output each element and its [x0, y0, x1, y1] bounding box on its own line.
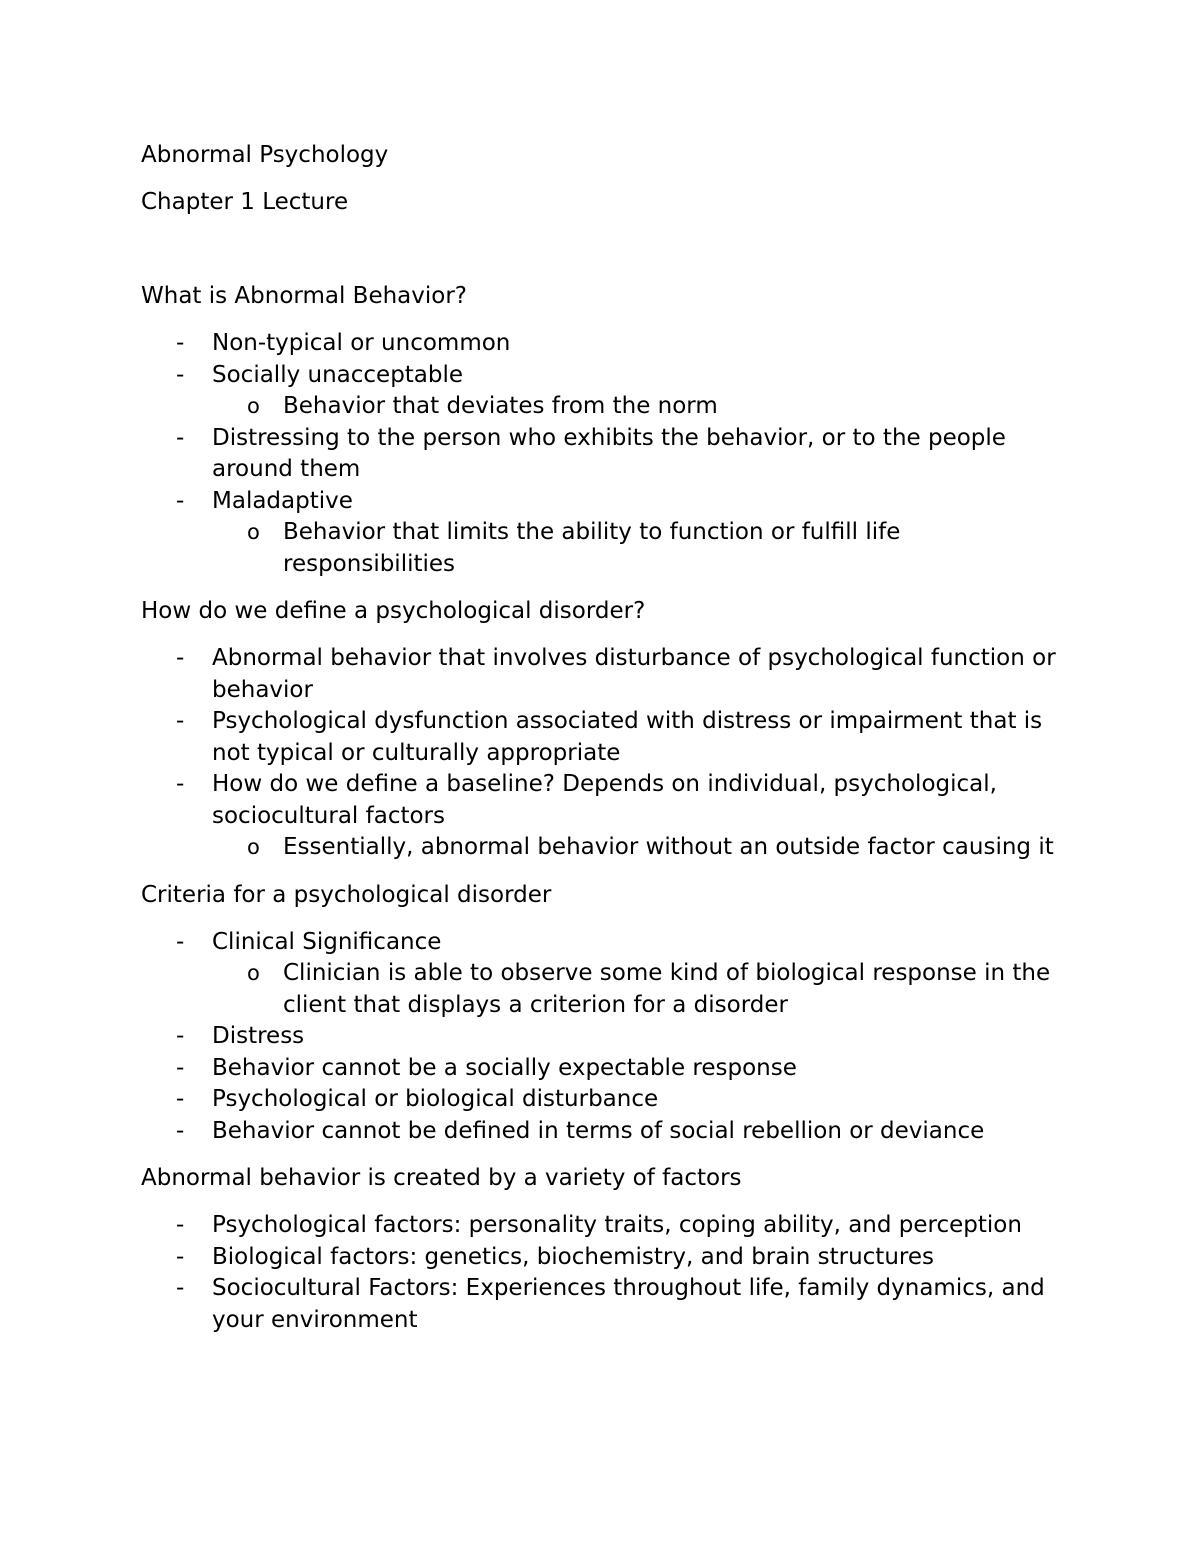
list-item [141, 769, 1061, 864]
dash-bullet-icon: - [176, 330, 185, 356]
dash-bullet-icon: - [176, 1117, 185, 1144]
sub-bullet-list [212, 958, 1061, 1021]
list-item [141, 1084, 1061, 1116]
sub-list-item-text: Behavior that limits the ability to function or fulfill life responsibilities [283, 519, 901, 577]
sub-list-item-text: Clinician is able to observe some kind of biological response in the client that displays a criterion for a disorder [283, 960, 1051, 1018]
list-item [141, 1021, 1061, 1053]
circle-bullet-icon: o [247, 961, 260, 985]
dash-bullet-icon: - [176, 771, 185, 797]
list-item-text: Sociocultural Factors: Experiences throughout life, family dynamics, and your environment [212, 1275, 1045, 1333]
list-item-text: Psychological factors: personality traits, coping ability, and perception [212, 1212, 1022, 1238]
list-item [141, 486, 1061, 581]
sub-list-item-text: Essentially, abnormal behavior without an outside factor causing it [283, 834, 1054, 860]
dash-bullet-icon: - [176, 1054, 185, 1081]
list-item [141, 328, 1061, 360]
section [141, 596, 1061, 864]
dash-bullet-icon: - [176, 708, 185, 734]
list-item-text: Psychological dysfunction associated with distress or impairment that is not typical or culturally appropriate [212, 708, 1043, 766]
section [141, 281, 1061, 580]
bullet-list [141, 927, 1061, 1148]
list-item-text: Distress [212, 1023, 305, 1049]
sub-bullet-list [212, 391, 1061, 423]
section [141, 1163, 1061, 1336]
circle-bullet-icon: o [247, 835, 260, 859]
bullet-list [141, 1210, 1061, 1336]
list-item [141, 423, 1061, 486]
document-title: Abnormal Psychology [141, 142, 389, 168]
document-body [141, 140, 1061, 1336]
list-item [141, 1242, 1061, 1274]
dash-bullet-icon: - [176, 928, 185, 955]
dash-bullet-icon: - [176, 1212, 185, 1238]
list-item [141, 706, 1061, 769]
list-item [141, 927, 1061, 1022]
sub-bullet-list [212, 832, 1061, 864]
list-item-text: Psychological or biological disturbance [212, 1086, 659, 1112]
dash-bullet-icon: - [176, 1086, 185, 1112]
bullet-list [141, 328, 1061, 580]
list-item [141, 1053, 1061, 1085]
list-item-text: Clinical Significance [212, 928, 442, 955]
dash-bullet-icon: - [176, 487, 185, 514]
list-item-text: Biological factors: genetics, biochemistry, and brain structures [212, 1243, 934, 1270]
list-item-text: Maladaptive [212, 487, 353, 514]
list-item-text: Behavior cannot be defined in terms of social rebellion or deviance [212, 1117, 985, 1144]
list-item [141, 1116, 1061, 1148]
sub-bullet-list [212, 517, 1061, 580]
section-heading: How do we define a psychological disorder? [141, 598, 646, 624]
list-item [141, 360, 1061, 423]
list-item-text: Non-typical or uncommon [212, 330, 511, 356]
dash-bullet-icon: - [176, 1023, 185, 1049]
list-item [141, 1273, 1061, 1336]
list-item-text: Socially unacceptable [212, 361, 464, 388]
list-item-text: How do we define a baseline? Depends on individual, psychological, sociocultural factors [212, 771, 997, 829]
sub-list-item [141, 958, 1061, 1021]
list-item [141, 1210, 1061, 1242]
dash-bullet-icon: - [176, 424, 185, 451]
dash-bullet-icon: - [176, 361, 185, 388]
sub-list-item [141, 391, 1061, 423]
list-item-text: Distressing to the person who exhibits the behavior, or to the people around them [212, 424, 1006, 482]
section-heading: Criteria for a psychological disorder [141, 881, 552, 908]
section [141, 880, 1061, 1148]
sub-list-item [141, 517, 1061, 580]
section-heading: Abnormal behavior is created by a variety of factors [141, 1165, 742, 1191]
sub-list-item-text: Behavior that deviates from the norm [283, 393, 718, 419]
bullet-list [141, 643, 1061, 864]
sub-list-item [141, 832, 1061, 864]
dash-bullet-icon: - [176, 1243, 185, 1270]
sections-container [141, 281, 1061, 1336]
document-subtitle: Chapter 1 Lecture [141, 189, 349, 215]
section-heading: What is Abnormal Behavior? [141, 283, 467, 309]
list-item-text: Behavior cannot be a socially expectable response [212, 1054, 797, 1081]
list-item [141, 643, 1061, 706]
circle-bullet-icon: o [247, 520, 260, 544]
dash-bullet-icon: - [176, 645, 185, 671]
dash-bullet-icon: - [176, 1275, 185, 1301]
circle-bullet-icon: o [247, 394, 260, 418]
list-item-text: Abnormal behavior that involves disturbance of psychological function or behavior [212, 645, 1056, 703]
